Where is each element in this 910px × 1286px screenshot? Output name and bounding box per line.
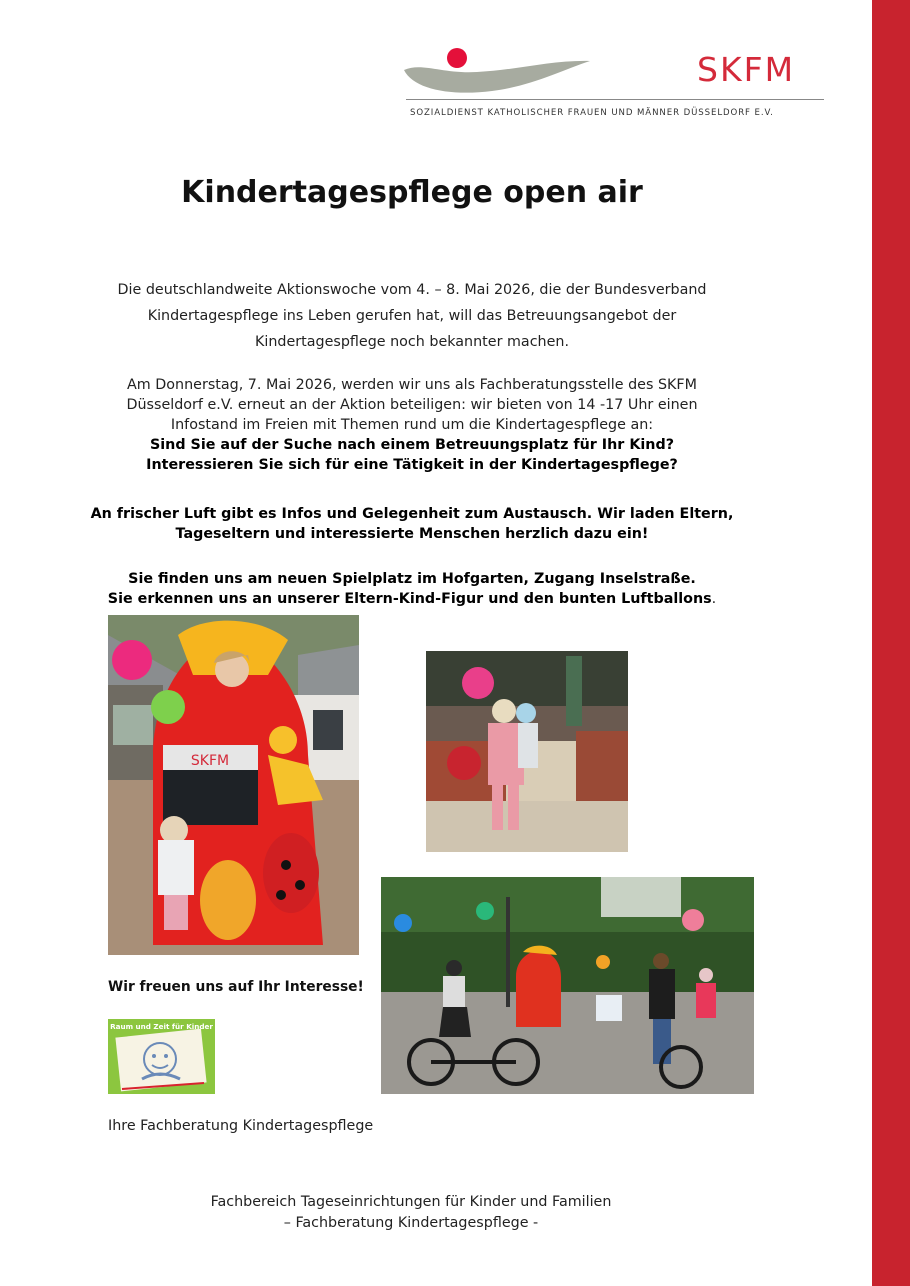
intro-line: Die deutschlandweite Aktionswoche vom 4. – 8. Mai 2026, die der Bundesverband (117, 282, 707, 298)
location-paragraph (70, 569, 754, 609)
details-line: Am Donnerstag, 7. Mai 2026, werden wir uns als Fachberatungsstelle des SKFM (127, 377, 697, 393)
logo-subtitle: SOZIALDIENST KATHOLISCHER FRAUEN UND MÄNNER DÜSSELDORF E.V. (410, 108, 774, 118)
logo-divider (406, 99, 824, 100)
intro-line: Kindertagespflege ins Leben gerufen hat, will das Betreuungsangebot der (147, 308, 677, 324)
invite-paragraph (70, 504, 754, 544)
side-accent-bar (872, 0, 910, 1286)
closing-text: Wir freuen uns auf Ihr Interesse! (108, 979, 364, 995)
invite-line: An frischer Luft gibt es Infos und Gelegenheit zum Austausch. Wir laden Eltern, (90, 506, 734, 522)
photo-parent-child-figure (108, 615, 359, 955)
intro-line: Kindertagespflege noch bekannter machen. (254, 334, 570, 350)
signature: Ihre Fachberatung Kindertagespflege (108, 1118, 374, 1134)
location-line: Sie finden uns am neuen Spielplatz im Hofgarten, Zugang Inselstraße. (128, 571, 696, 587)
footer-line: Fachbereich Tageseinrichtungen für Kinder und Familien (210, 1194, 612, 1210)
intro-paragraph (70, 277, 754, 355)
badge-title: Raum und Zeit für Kinder (110, 1022, 213, 1031)
photo-info-stand (381, 877, 754, 1094)
skfm-wordmark: SKFM (697, 50, 796, 89)
question-line: Interessieren Sie sich für eine Tätigkeit in der Kindertagespflege? (146, 457, 678, 473)
skfm-logo-mark (402, 44, 592, 98)
details-line: Infostand im Freien mit Themen rund um die Kindertagespflege an: (170, 417, 654, 433)
details-paragraph (70, 375, 754, 475)
photo-child-with-balloons (426, 651, 628, 852)
location-line: Sie erkennen uns an unserer Eltern-Kind-Figur und den bunten Luftballons. (107, 591, 717, 607)
details-line: Düsseldorf e.V. erneut an der Aktion beteiligen: wir bieten von 14 -17 Uhr einen (126, 397, 698, 413)
footer (100, 1192, 722, 1234)
invite-line: Tageseltern und interessierte Menschen herzlich dazu ein! (175, 526, 649, 542)
question-line: Sind Sie auf der Suche nach einem Betreuungsplatz für Ihr Kind? (149, 437, 675, 453)
raum-und-zeit-badge (108, 1019, 215, 1094)
footer-line: – Fachberatung Kindertagespflege - (283, 1215, 539, 1231)
page-title: Kindertagespflege open air (181, 175, 643, 210)
figure-sign-text: SKFM (190, 753, 230, 769)
